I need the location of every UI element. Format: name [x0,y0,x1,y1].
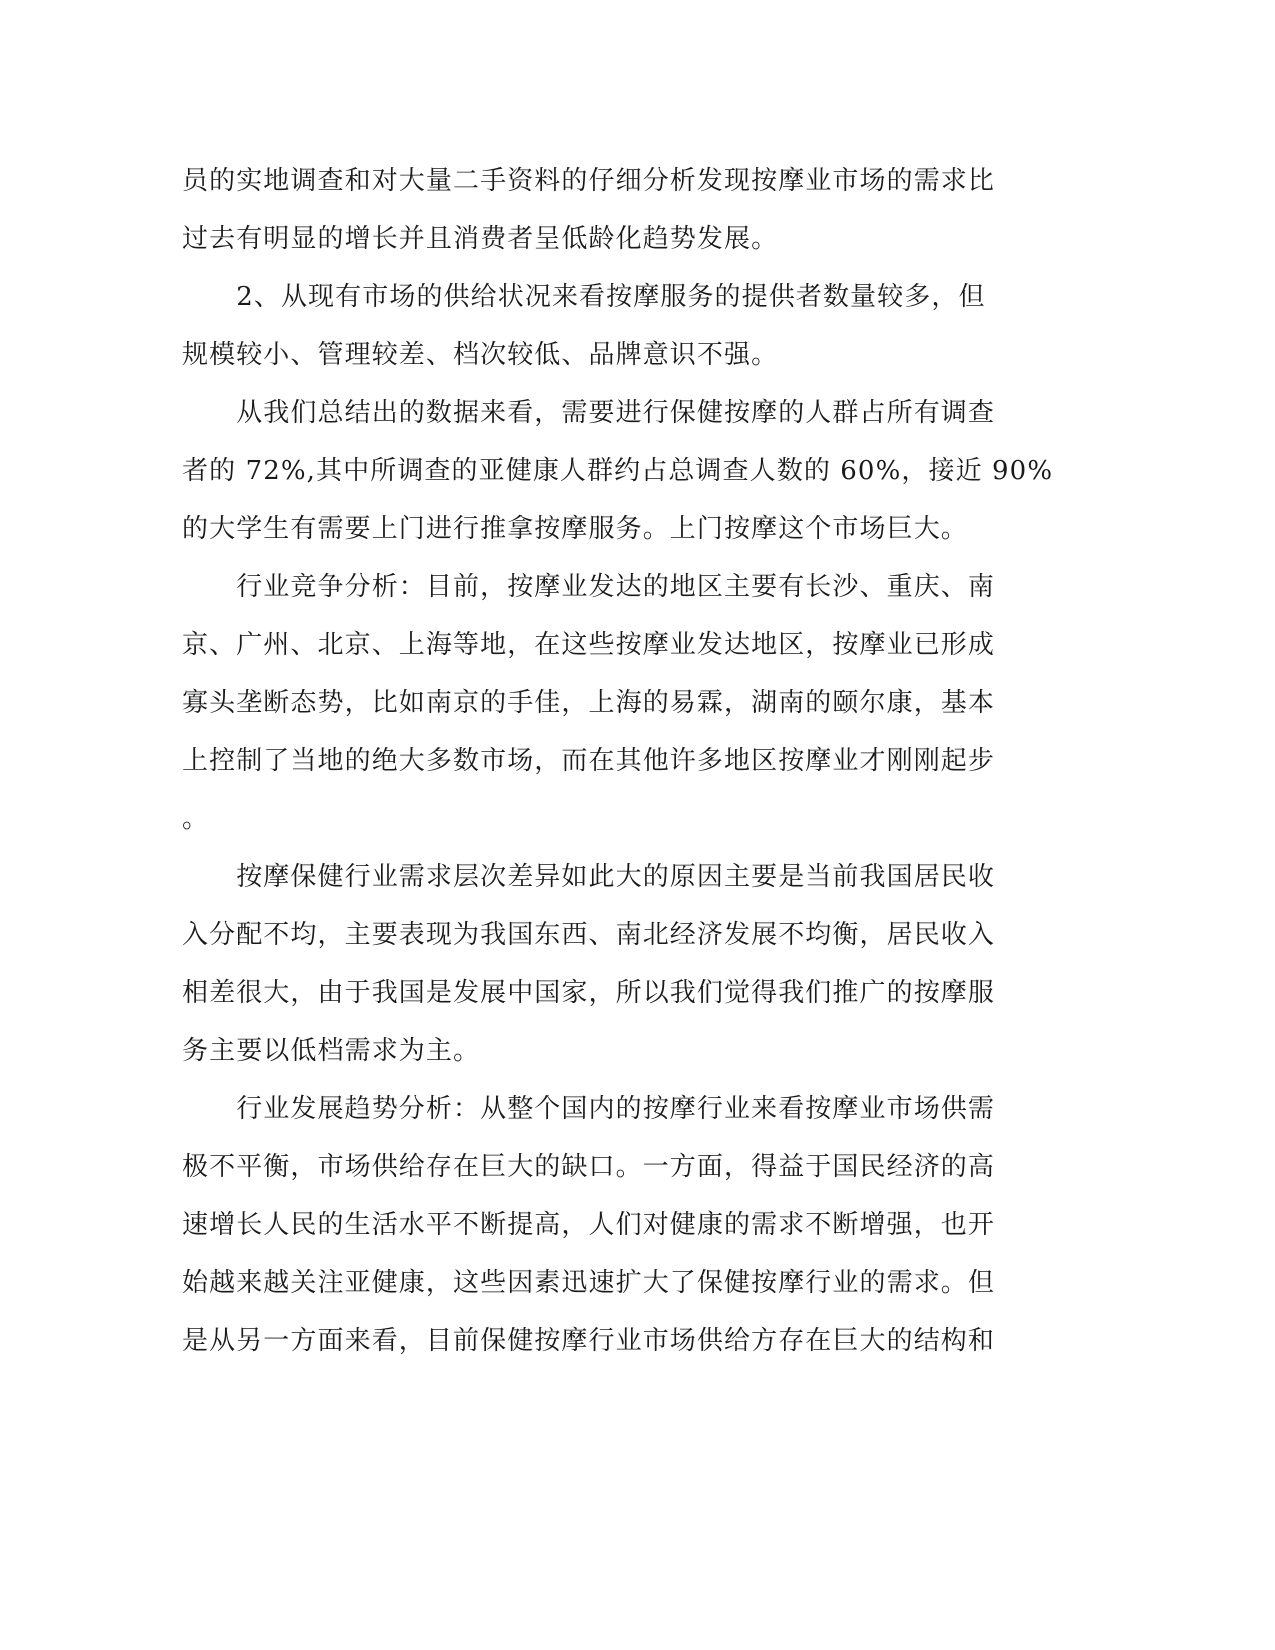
text-line: 的大学生有需要上门进行推拿按摩服务。上门按摩这个市场巨大。 [182,514,968,544]
text-line: 速增长人民的生活水平不断提高，人们对健康的需求不断增强，也开 [182,1210,996,1240]
text-line: 过去有明显的增长并且消费者呈低龄化趋势发展。 [182,224,779,254]
text-line: 极不平衡，市场供给存在巨大的缺口。一方面，得益于国民经济的高 [182,1152,996,1182]
document-body [182,152,1054,1370]
text-line: 入分配不均，主要表现为我国东西、南北经济发展不均衡，居民收入 [182,920,996,950]
text-line: 行业竞争分析：目前，按摩业发达的地区主要有长沙、重庆、南 [182,572,996,602]
text-line: 京、广州、北京、上海等地，在这些按摩业发达地区，按摩业已形成 [182,630,996,660]
text-line: 2、从现有市场的供给状况来看按摩服务的提供者数量较多，但 [182,282,986,312]
text-line: 务主要以低档需求为主。 [182,1036,481,1066]
text-line: 。 [182,804,210,834]
text-line: 寡头垄断态势，比如南京的手佳，上海的易霖，湖南的颐尔康，基本 [182,688,996,718]
text-line: 上控制了当地的绝大多数市场，而在其他许多地区按摩业才刚刚起步 [182,746,996,776]
text-line: 按摩保健行业需求层次差异如此大的原因主要是当前我国居民收 [182,862,996,892]
text-line: 规模较小、管理较差、档次较低、品牌意识不强。 [182,340,779,370]
text-line: 员的实地调查和对大量二手资料的仔细分析发现按摩业市场的需求比 [182,166,996,196]
text-line: 行业发展趋势分析：从整个国内的按摩行业来看按摩业市场供需 [182,1094,996,1124]
text-line: 从我们总结出的数据来看，需要进行保健按摩的人群占所有调查 [182,398,996,428]
text-line: 相差很大，由于我国是发展中国家，所以我们觉得我们推广的按摩服 [182,978,996,1008]
text-line: 是从另一方面来看，目前保健按摩行业市场供给方存在巨大的结构和 [182,1326,996,1356]
text-line: 始越来越关注亚健康，这些因素迅速扩大了保健按摩行业的需求。但 [182,1268,996,1298]
text-line: 者的 72%,其中所调查的亚健康人群约占总调查人数的 60%，接近 90% [182,456,1054,486]
